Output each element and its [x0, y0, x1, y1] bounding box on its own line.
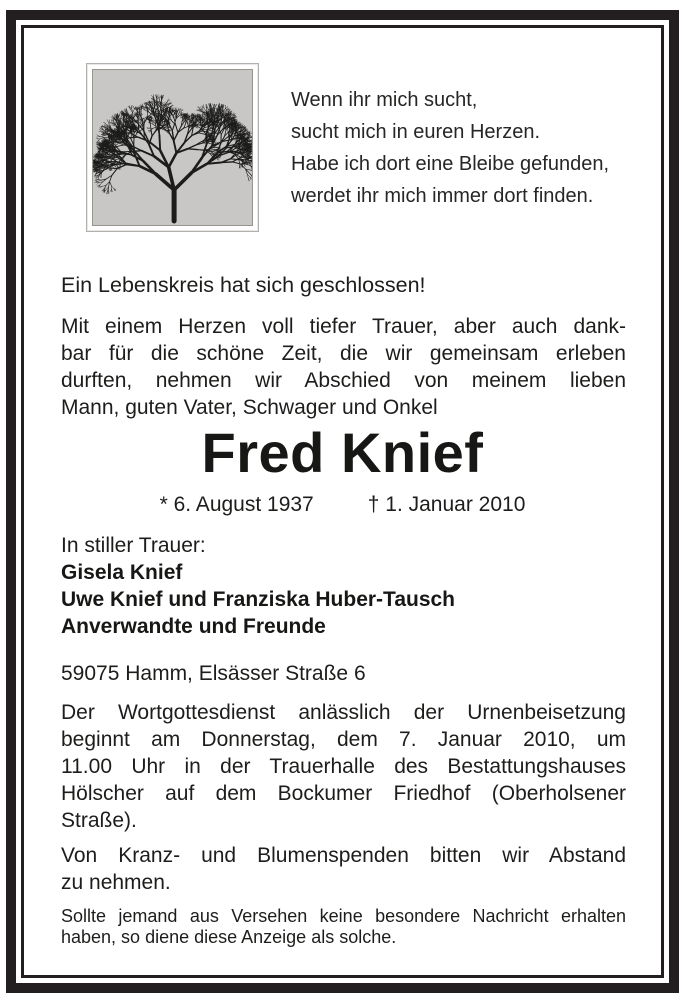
header-row: [61, 63, 624, 232]
deceased-name: Fred Knief: [201, 421, 484, 484]
inner-border: [21, 25, 664, 978]
closing-line: Ein Lebenskreis hat sich geschlossen!: [61, 273, 426, 297]
death-date: † 1. Januar 2010: [367, 493, 526, 516]
outer-border: [6, 10, 679, 993]
service-paragraph: Der Wortgottesdienst anlässlich der Urnenbeisetzung beginnt am Donnerstag, dem 7. Januar 2010, um 11.00 Uhr in der Trauerhalle des Bestattungshauses Hölscher auf dem Bockumer Friedhof (Oberholsener Straße).: [61, 701, 626, 832]
birth-date: * 6. August 1937: [159, 493, 314, 516]
obituary-content: [24, 28, 661, 975]
bare-tree-image: [92, 69, 253, 226]
mourners-list: Gisela Knief Uwe Knief und Franziska Huber-Tausch Anverwandte und Freunde: [61, 561, 456, 638]
mourning-label: In stiller Trauer:: [61, 534, 206, 557]
flowers-paragraph: Von Kranz- und Blumenspenden bitten wir Abstand zu nehmen.: [61, 844, 626, 894]
life-dates: [61, 491, 624, 518]
intro-paragraph: Mit einem Herzen voll tiefer Trauer, aber auch dank- bar für die schöne Zeit, die wir gemeinsam erleben durften, nehmen wir Abschied von meinem lieben Mann, guten Vater, Schwager und Onkel: [61, 315, 626, 419]
memorial-poem: Wenn ihr mich sucht, sucht mich in euren Herzen. Habe ich dort eine Bleibe gefunden, werdet ihr mich immer dort finden.: [291, 88, 610, 207]
address-line: 59075 Hamm, Elsässer Straße 6: [61, 662, 366, 685]
notice-paragraph: Sollte jemand aus Versehen keine besondere Nachricht erhalten haben, so diene diese Anzeige als solche.: [61, 906, 626, 947]
tree-photo-frame: [86, 63, 259, 232]
